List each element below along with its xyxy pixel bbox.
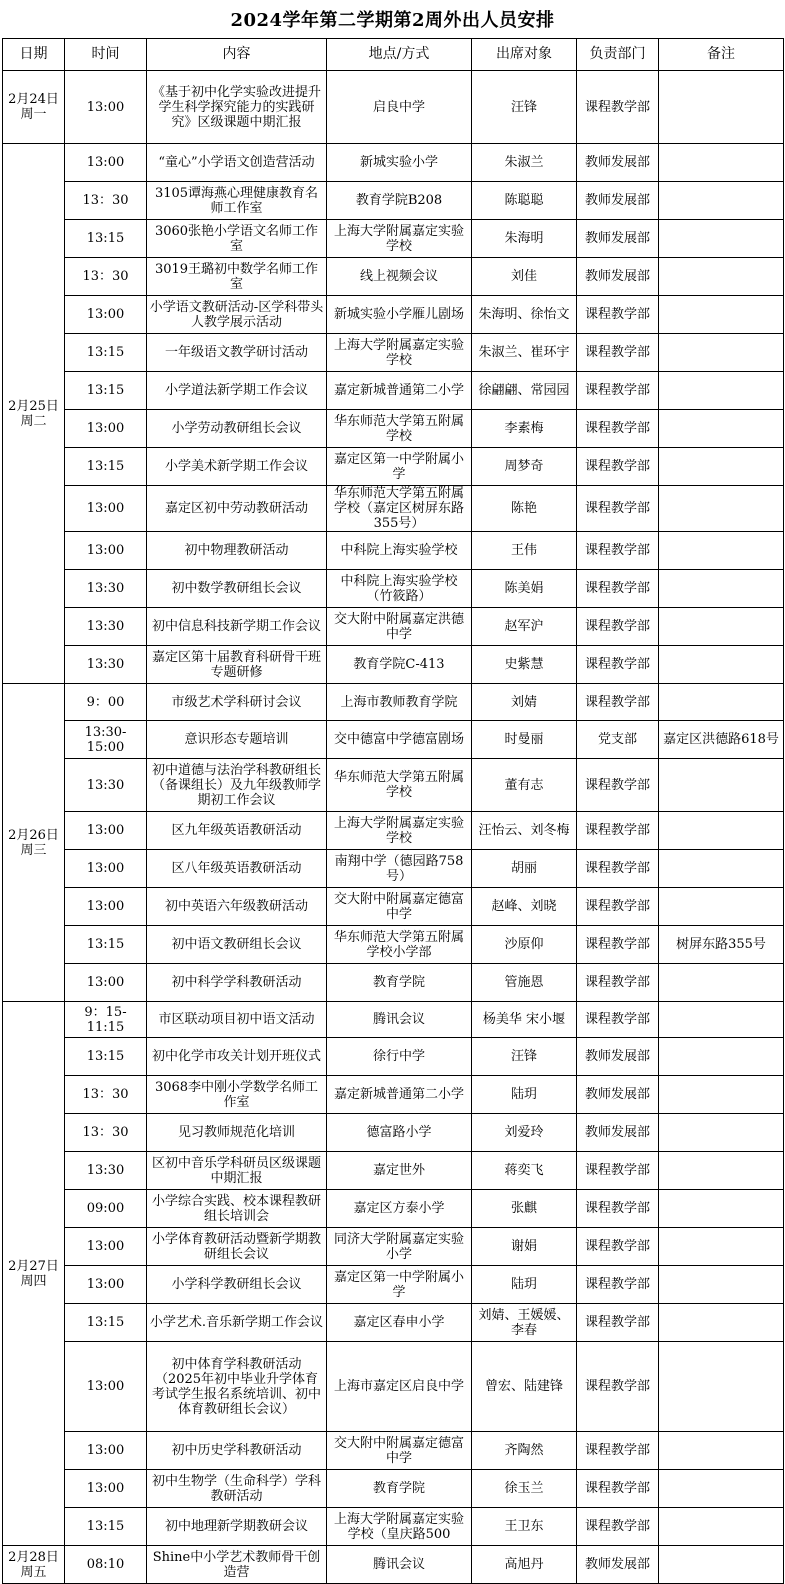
- dept-cell: 课程教学部: [577, 888, 659, 926]
- attendee-cell: 王卫东: [472, 1508, 577, 1546]
- attendee-cell: 曾宏、陆建锋: [472, 1342, 577, 1432]
- location-cell: 华东师范大学第五附属学校: [327, 759, 472, 812]
- content-cell: 见习教师规范化培训: [147, 1114, 327, 1152]
- table-row: [3, 721, 784, 759]
- dept-cell: 课程教学部: [577, 1470, 659, 1508]
- time-cell: 13：30: [65, 1076, 147, 1114]
- time-cell: 13：30: [65, 258, 147, 296]
- attendee-cell: 朱淑兰: [472, 144, 577, 182]
- location-cell: 华东师范大学第五附属学校: [327, 410, 472, 448]
- note-cell: [659, 1266, 784, 1304]
- table-row: [3, 1190, 784, 1228]
- time-cell: 13:15: [65, 1304, 147, 1342]
- dept-cell: 课程教学部: [577, 410, 659, 448]
- dept-cell: 课程教学部: [577, 1152, 659, 1190]
- location-cell: 新城实验小学雁儿剧场: [327, 296, 472, 334]
- table-row: [3, 532, 784, 570]
- table-row: [3, 1342, 784, 1432]
- note-cell: [659, 1228, 784, 1266]
- note-cell: [659, 410, 784, 448]
- time-cell: 13:15: [65, 1038, 147, 1076]
- attendee-cell: 周梦奇: [472, 448, 577, 486]
- time-cell: 13:00: [65, 888, 147, 926]
- attendee-cell: 张麒: [472, 1190, 577, 1228]
- time-cell: 09:00: [65, 1190, 147, 1228]
- attendee-cell: 陈艳: [472, 486, 577, 532]
- dept-cell: 教师发展部: [577, 1076, 659, 1114]
- time-cell: 13:30: [65, 608, 147, 646]
- table-row: [3, 684, 784, 721]
- content-cell: 初中语文教研组长会议: [147, 926, 327, 964]
- dept-cell: 教师发展部: [577, 182, 659, 220]
- dept-cell: 课程教学部: [577, 448, 659, 486]
- location-cell: 教育学院: [327, 1470, 472, 1508]
- attendee-cell: 高旭丹: [472, 1546, 577, 1584]
- time-cell: 9：15-11:15: [65, 1002, 147, 1038]
- time-cell: 13:00: [65, 1228, 147, 1266]
- location-cell: 徐行中学: [327, 1038, 472, 1076]
- content-cell: Shine中小学艺术教师骨干创造营: [147, 1546, 327, 1584]
- note-cell: [659, 486, 784, 532]
- note-cell: [659, 258, 784, 296]
- attendee-cell: 汪锋: [472, 71, 577, 144]
- note-cell: [659, 646, 784, 684]
- attendee-cell: 陈聪聪: [472, 182, 577, 220]
- table-row: [3, 71, 784, 144]
- attendee-cell: 刘佳: [472, 258, 577, 296]
- attendee-cell: 胡丽: [472, 850, 577, 888]
- attendee-cell: 陆玥: [472, 1076, 577, 1114]
- table-row: [3, 486, 784, 532]
- header-row: [3, 39, 784, 71]
- content-cell: 初中生物学（生命科学）学科教研活动: [147, 1470, 327, 1508]
- schedule-table: [2, 38, 784, 1584]
- note-cell: [659, 1038, 784, 1076]
- time-cell: 13:00: [65, 964, 147, 1002]
- dept-cell: 课程教学部: [577, 486, 659, 532]
- location-cell: 交中德富中学德富剧场: [327, 721, 472, 759]
- note-cell: [659, 296, 784, 334]
- time-cell: 13:15: [65, 448, 147, 486]
- note-cell: [659, 1342, 784, 1432]
- time-cell: 9：00: [65, 684, 147, 721]
- location-cell: 中科院上海实验学校: [327, 532, 472, 570]
- time-cell: 13:00: [65, 1432, 147, 1470]
- header-content: 内容: [147, 39, 327, 71]
- table-row: [3, 646, 784, 684]
- dept-cell: 课程教学部: [577, 372, 659, 410]
- content-cell: “童心”小学语文创造营活动: [147, 144, 327, 182]
- content-cell: 初中数学教研组长会议: [147, 570, 327, 608]
- time-cell: 13:00: [65, 812, 147, 850]
- table-row: [3, 448, 784, 486]
- header-location: 地点/方式: [327, 39, 472, 71]
- location-cell: 南翔中学（德园路758号）: [327, 850, 472, 888]
- date-cell: [3, 71, 65, 144]
- attendee-cell: 徐翩翩、常园园: [472, 372, 577, 410]
- location-cell: 教育学院B208: [327, 182, 472, 220]
- content-cell: 初中历史学科教研活动: [147, 1432, 327, 1470]
- attendee-cell: 朱淑兰、崔环宇: [472, 334, 577, 372]
- content-cell: 小学综合实践、校本课程教研组长培训会: [147, 1190, 327, 1228]
- attendee-cell: 董有志: [472, 759, 577, 812]
- attendee-cell: 汪锋: [472, 1038, 577, 1076]
- table-row: [3, 1152, 784, 1190]
- dept-cell: 课程教学部: [577, 296, 659, 334]
- time-cell: 13:00: [65, 486, 147, 532]
- note-cell: [659, 759, 784, 812]
- location-cell: 教育学院: [327, 964, 472, 1002]
- location-cell: 嘉定区第一中学附属小学: [327, 448, 472, 486]
- note-cell: [659, 1304, 784, 1342]
- table-row: [3, 608, 784, 646]
- time-cell: 13:15: [65, 220, 147, 258]
- table-row: [3, 1038, 784, 1076]
- attendee-cell: 沙原仰: [472, 926, 577, 964]
- time-cell: 13:00: [65, 1470, 147, 1508]
- table-row: [3, 850, 784, 888]
- note-cell: [659, 334, 784, 372]
- date-cell: [3, 1546, 65, 1584]
- date-cell: [3, 144, 65, 684]
- location-cell: 嘉定区方泰小学: [327, 1190, 472, 1228]
- date-label: 2月28日: [8, 1549, 59, 1565]
- table-row: [3, 258, 784, 296]
- attendee-cell: 赵军沪: [472, 608, 577, 646]
- dept-cell: 课程教学部: [577, 684, 659, 721]
- dept-cell: 课程教学部: [577, 1342, 659, 1432]
- table-row: [3, 1114, 784, 1152]
- content-cell: 市级艺术学科研讨会议: [147, 684, 327, 721]
- note-cell: [659, 1114, 784, 1152]
- time-cell: 08:10: [65, 1546, 147, 1584]
- time-cell: 13：30: [65, 182, 147, 220]
- time-cell: 13:15: [65, 1508, 147, 1546]
- table-row: [3, 296, 784, 334]
- note-cell: [659, 1190, 784, 1228]
- content-cell: 小学道法新学期工作会议: [147, 372, 327, 410]
- dept-cell: 课程教学部: [577, 1266, 659, 1304]
- note-cell: [659, 850, 784, 888]
- table-row: [3, 1002, 784, 1038]
- content-cell: 意识形态专题培训: [147, 721, 327, 759]
- content-cell: 小学美术新学期工作会议: [147, 448, 327, 486]
- time-cell: 13:15: [65, 334, 147, 372]
- location-cell: 嘉定区第一中学附属小学: [327, 1266, 472, 1304]
- location-cell: 嘉定新城普通第二小学: [327, 372, 472, 410]
- dept-cell: 教师发展部: [577, 144, 659, 182]
- time-cell: 13:00: [65, 144, 147, 182]
- location-cell: 交大附中附属嘉定德富中学: [327, 888, 472, 926]
- location-cell: 华东师范大学第五附属学校小学部: [327, 926, 472, 964]
- time-cell: 13:00: [65, 71, 147, 144]
- time-cell: 13:30: [65, 1152, 147, 1190]
- attendee-cell: 刘爱玲: [472, 1114, 577, 1152]
- location-cell: 同济大学附属嘉定实验小学: [327, 1228, 472, 1266]
- attendee-cell: 齐陶然: [472, 1432, 577, 1470]
- dept-cell: 课程教学部: [577, 646, 659, 684]
- dept-cell: 课程教学部: [577, 964, 659, 1002]
- note-cell: [659, 182, 784, 220]
- table-row: [3, 334, 784, 372]
- date-label: 2月27日: [8, 1258, 59, 1274]
- attendee-cell: 管施恩: [472, 964, 577, 1002]
- note-cell: [659, 1546, 784, 1584]
- attendee-cell: 王伟: [472, 532, 577, 570]
- dept-cell: 教师发展部: [577, 1546, 659, 1584]
- attendee-cell: 杨美华 宋小堰: [472, 1002, 577, 1038]
- table-row: [3, 1432, 784, 1470]
- content-cell: 初中体育学科教研活动（2025年初中毕业升学体育考试学生报名系统培训、初中体育教研组长会议）: [147, 1342, 327, 1432]
- table-row: [3, 1266, 784, 1304]
- time-cell: 13:30-15:00: [65, 721, 147, 759]
- date-cell: [3, 684, 65, 1002]
- dept-cell: 课程教学部: [577, 812, 659, 850]
- location-cell: 新城实验小学: [327, 144, 472, 182]
- location-cell: 中科院上海实验学校（竹筱路）: [327, 570, 472, 608]
- time-cell: 13:30: [65, 570, 147, 608]
- header-attendee: 出席对象: [472, 39, 577, 71]
- attendee-cell: 赵峰、刘晓: [472, 888, 577, 926]
- table-row: [3, 1304, 784, 1342]
- table-row: [3, 220, 784, 258]
- dept-cell: 课程教学部: [577, 608, 659, 646]
- content-cell: 3060张艳小学语文名师工作室: [147, 220, 327, 258]
- location-cell: 嘉定区春申小学: [327, 1304, 472, 1342]
- note-cell: [659, 1076, 784, 1114]
- table-row: [3, 812, 784, 850]
- dept-cell: 课程教学部: [577, 1304, 659, 1342]
- dept-cell: 课程教学部: [577, 1508, 659, 1546]
- note-cell: [659, 1152, 784, 1190]
- note-cell: [659, 532, 784, 570]
- content-cell: 市区联动项目初中语文活动: [147, 1002, 327, 1038]
- content-cell: 初中科学学科教研活动: [147, 964, 327, 1002]
- dept-cell: 教师发展部: [577, 1114, 659, 1152]
- time-cell: 13:00: [65, 1342, 147, 1432]
- dept-cell: 课程教学部: [577, 850, 659, 888]
- table-row: [3, 1470, 784, 1508]
- time-cell: 13：30: [65, 1114, 147, 1152]
- content-cell: 初中化学市攻关计划开班仪式: [147, 1038, 327, 1076]
- attendee-cell: 谢娟: [472, 1228, 577, 1266]
- location-cell: 上海市嘉定区启良中学: [327, 1342, 472, 1432]
- content-cell: 小学体育教研活动暨新学期教研组长会议: [147, 1228, 327, 1266]
- content-cell: 初中英语六年级教研活动: [147, 888, 327, 926]
- note-cell: [659, 1470, 784, 1508]
- location-cell: 上海市教师教育学院: [327, 684, 472, 721]
- header-dept: 负责部门: [577, 39, 659, 71]
- note-cell: [659, 684, 784, 721]
- date-label: 2月25日: [8, 398, 59, 414]
- table-row: [3, 1508, 784, 1546]
- note-cell: [659, 608, 784, 646]
- header-note: 备注: [659, 39, 784, 71]
- location-cell: 启良中学: [327, 71, 472, 144]
- content-cell: 区九年级英语教研活动: [147, 812, 327, 850]
- dept-cell: 课程教学部: [577, 570, 659, 608]
- dept-cell: 课程教学部: [577, 1190, 659, 1228]
- table-row: [3, 410, 784, 448]
- attendee-cell: 蒋奕飞: [472, 1152, 577, 1190]
- table-row: [3, 570, 784, 608]
- weekday-label: 周一: [20, 107, 47, 122]
- date-cell: [3, 1002, 65, 1546]
- location-cell: 腾讯会议: [327, 1002, 472, 1038]
- attendee-cell: 朱海明、徐怡文: [472, 296, 577, 334]
- note-cell: 树屏东路355号: [659, 926, 784, 964]
- note-cell: [659, 372, 784, 410]
- table-row: [3, 1076, 784, 1114]
- table-row: [3, 888, 784, 926]
- header-date: 日期: [3, 39, 65, 71]
- dept-cell: 课程教学部: [577, 759, 659, 812]
- content-cell: 3019王璐初中数学名师工作室: [147, 258, 327, 296]
- time-cell: 13:00: [65, 296, 147, 334]
- dept-cell: 课程教学部: [577, 1002, 659, 1038]
- attendee-cell: 陆玥: [472, 1266, 577, 1304]
- location-cell: 德富路小学: [327, 1114, 472, 1152]
- content-cell: 一年级语文教学研讨活动: [147, 334, 327, 372]
- page-title: 2024学年第二学期第2周外出人员安排: [230, 10, 555, 31]
- table-row: [3, 1228, 784, 1266]
- attendee-cell: 刘婧、王媛媛、李春: [472, 1304, 577, 1342]
- dept-cell: 教师发展部: [577, 1038, 659, 1076]
- note-cell: [659, 1432, 784, 1470]
- content-cell: 3068李中刚小学数学名师工作室: [147, 1076, 327, 1114]
- weekday-label: 周三: [20, 842, 47, 858]
- content-cell: 《基于初中化学实验改进提升学生科学探究能力的实践研究》区级课题中期汇报: [147, 71, 327, 144]
- table-row: [3, 926, 784, 964]
- weekday-label: 周五: [20, 1564, 47, 1580]
- time-cell: 13:00: [65, 410, 147, 448]
- location-cell: 腾讯会议: [327, 1546, 472, 1584]
- note-cell: [659, 1508, 784, 1546]
- dept-cell: 课程教学部: [577, 1228, 659, 1266]
- attendee-cell: 徐玉兰: [472, 1470, 577, 1508]
- dept-cell: 教师发展部: [577, 220, 659, 258]
- content-cell: 初中物理教研活动: [147, 532, 327, 570]
- content-cell: 区八年级英语教研活动: [147, 850, 327, 888]
- location-cell: 嘉定新城普通第二小学: [327, 1076, 472, 1114]
- time-cell: 13:00: [65, 1266, 147, 1304]
- table-row: [3, 182, 784, 220]
- content-cell: 初中道德与法治学科教研组长（备课组长）及九年级教师学期初工作会议: [147, 759, 327, 812]
- table-row: [3, 372, 784, 410]
- location-cell: 交大附中附属嘉定洪德中学: [327, 608, 472, 646]
- attendee-cell: 朱海明: [472, 220, 577, 258]
- content-cell: 小学科学教研组长会议: [147, 1266, 327, 1304]
- location-cell: 教育学院C-413: [327, 646, 472, 684]
- weekday-label: 周二: [20, 413, 47, 429]
- content-cell: 小学艺术.音乐新学期工作会议: [147, 1304, 327, 1342]
- note-cell: 嘉定区洪德路618号: [659, 721, 784, 759]
- attendee-cell: 汪怡云、刘冬梅: [472, 812, 577, 850]
- content-cell: 小学劳动教研组长会议: [147, 410, 327, 448]
- table-row: [3, 759, 784, 812]
- dept-cell: 课程教学部: [577, 71, 659, 144]
- dept-cell: 课程教学部: [577, 334, 659, 372]
- dept-cell: 党支部: [577, 721, 659, 759]
- attendee-cell: 陈美娟: [472, 570, 577, 608]
- content-cell: 初中信息科技新学期工作会议: [147, 608, 327, 646]
- note-cell: [659, 144, 784, 182]
- note-cell: [659, 888, 784, 926]
- time-cell: 13:00: [65, 850, 147, 888]
- time-cell: 13:00: [65, 532, 147, 570]
- content-cell: 小学语文教研活动-区学科带头人教学展示活动: [147, 296, 327, 334]
- content-cell: 区初中音乐学科研员区级课题中期汇报: [147, 1152, 327, 1190]
- time-cell: 13:30: [65, 759, 147, 812]
- location-cell: 嘉定世外: [327, 1152, 472, 1190]
- content-cell: 嘉定区第十届教育科研骨干班专题研修: [147, 646, 327, 684]
- location-cell: 线上视频会议: [327, 258, 472, 296]
- dept-cell: 课程教学部: [577, 926, 659, 964]
- note-cell: [659, 448, 784, 486]
- note-cell: [659, 570, 784, 608]
- note-cell: [659, 220, 784, 258]
- location-cell: 上海大学附属嘉定实验学校: [327, 334, 472, 372]
- table-row: [3, 1546, 784, 1584]
- date-label: 2月26日: [8, 827, 59, 843]
- content-cell: 嘉定区初中劳动教研活动: [147, 486, 327, 532]
- location-cell: 交大附中附属嘉定德富中学: [327, 1432, 472, 1470]
- note-cell: [659, 812, 784, 850]
- dept-cell: 课程教学部: [577, 532, 659, 570]
- content-cell: 3105谭海燕心理健康教育名师工作室: [147, 182, 327, 220]
- header-time: 时间: [65, 39, 147, 71]
- date-label: 2月24日: [8, 92, 59, 107]
- location-cell: 上海大学附属嘉定实验学校: [327, 812, 472, 850]
- time-cell: 13:15: [65, 926, 147, 964]
- location-cell: 上海大学附属嘉定实验学校: [327, 220, 472, 258]
- dept-cell: 教师发展部: [577, 258, 659, 296]
- table-row: [3, 964, 784, 1002]
- table-row: [3, 144, 784, 182]
- attendee-cell: 时曼丽: [472, 721, 577, 759]
- attendee-cell: 史紫慧: [472, 646, 577, 684]
- note-cell: [659, 71, 784, 144]
- weekday-label: 周四: [20, 1273, 47, 1289]
- time-cell: 13:30: [65, 646, 147, 684]
- note-cell: [659, 1002, 784, 1038]
- note-cell: [659, 964, 784, 1002]
- dept-cell: 课程教学部: [577, 1432, 659, 1470]
- attendee-cell: 刘婧: [472, 684, 577, 721]
- time-cell: 13:15: [65, 372, 147, 410]
- content-cell: 初中地理新学期教研会议: [147, 1508, 327, 1546]
- location-cell: 华东师范大学第五附属学校（嘉定区树屏东路355号）: [327, 486, 472, 532]
- location-cell: 上海大学附属嘉定实验学校（皇庆路500: [327, 1508, 472, 1546]
- attendee-cell: 李素梅: [472, 410, 577, 448]
